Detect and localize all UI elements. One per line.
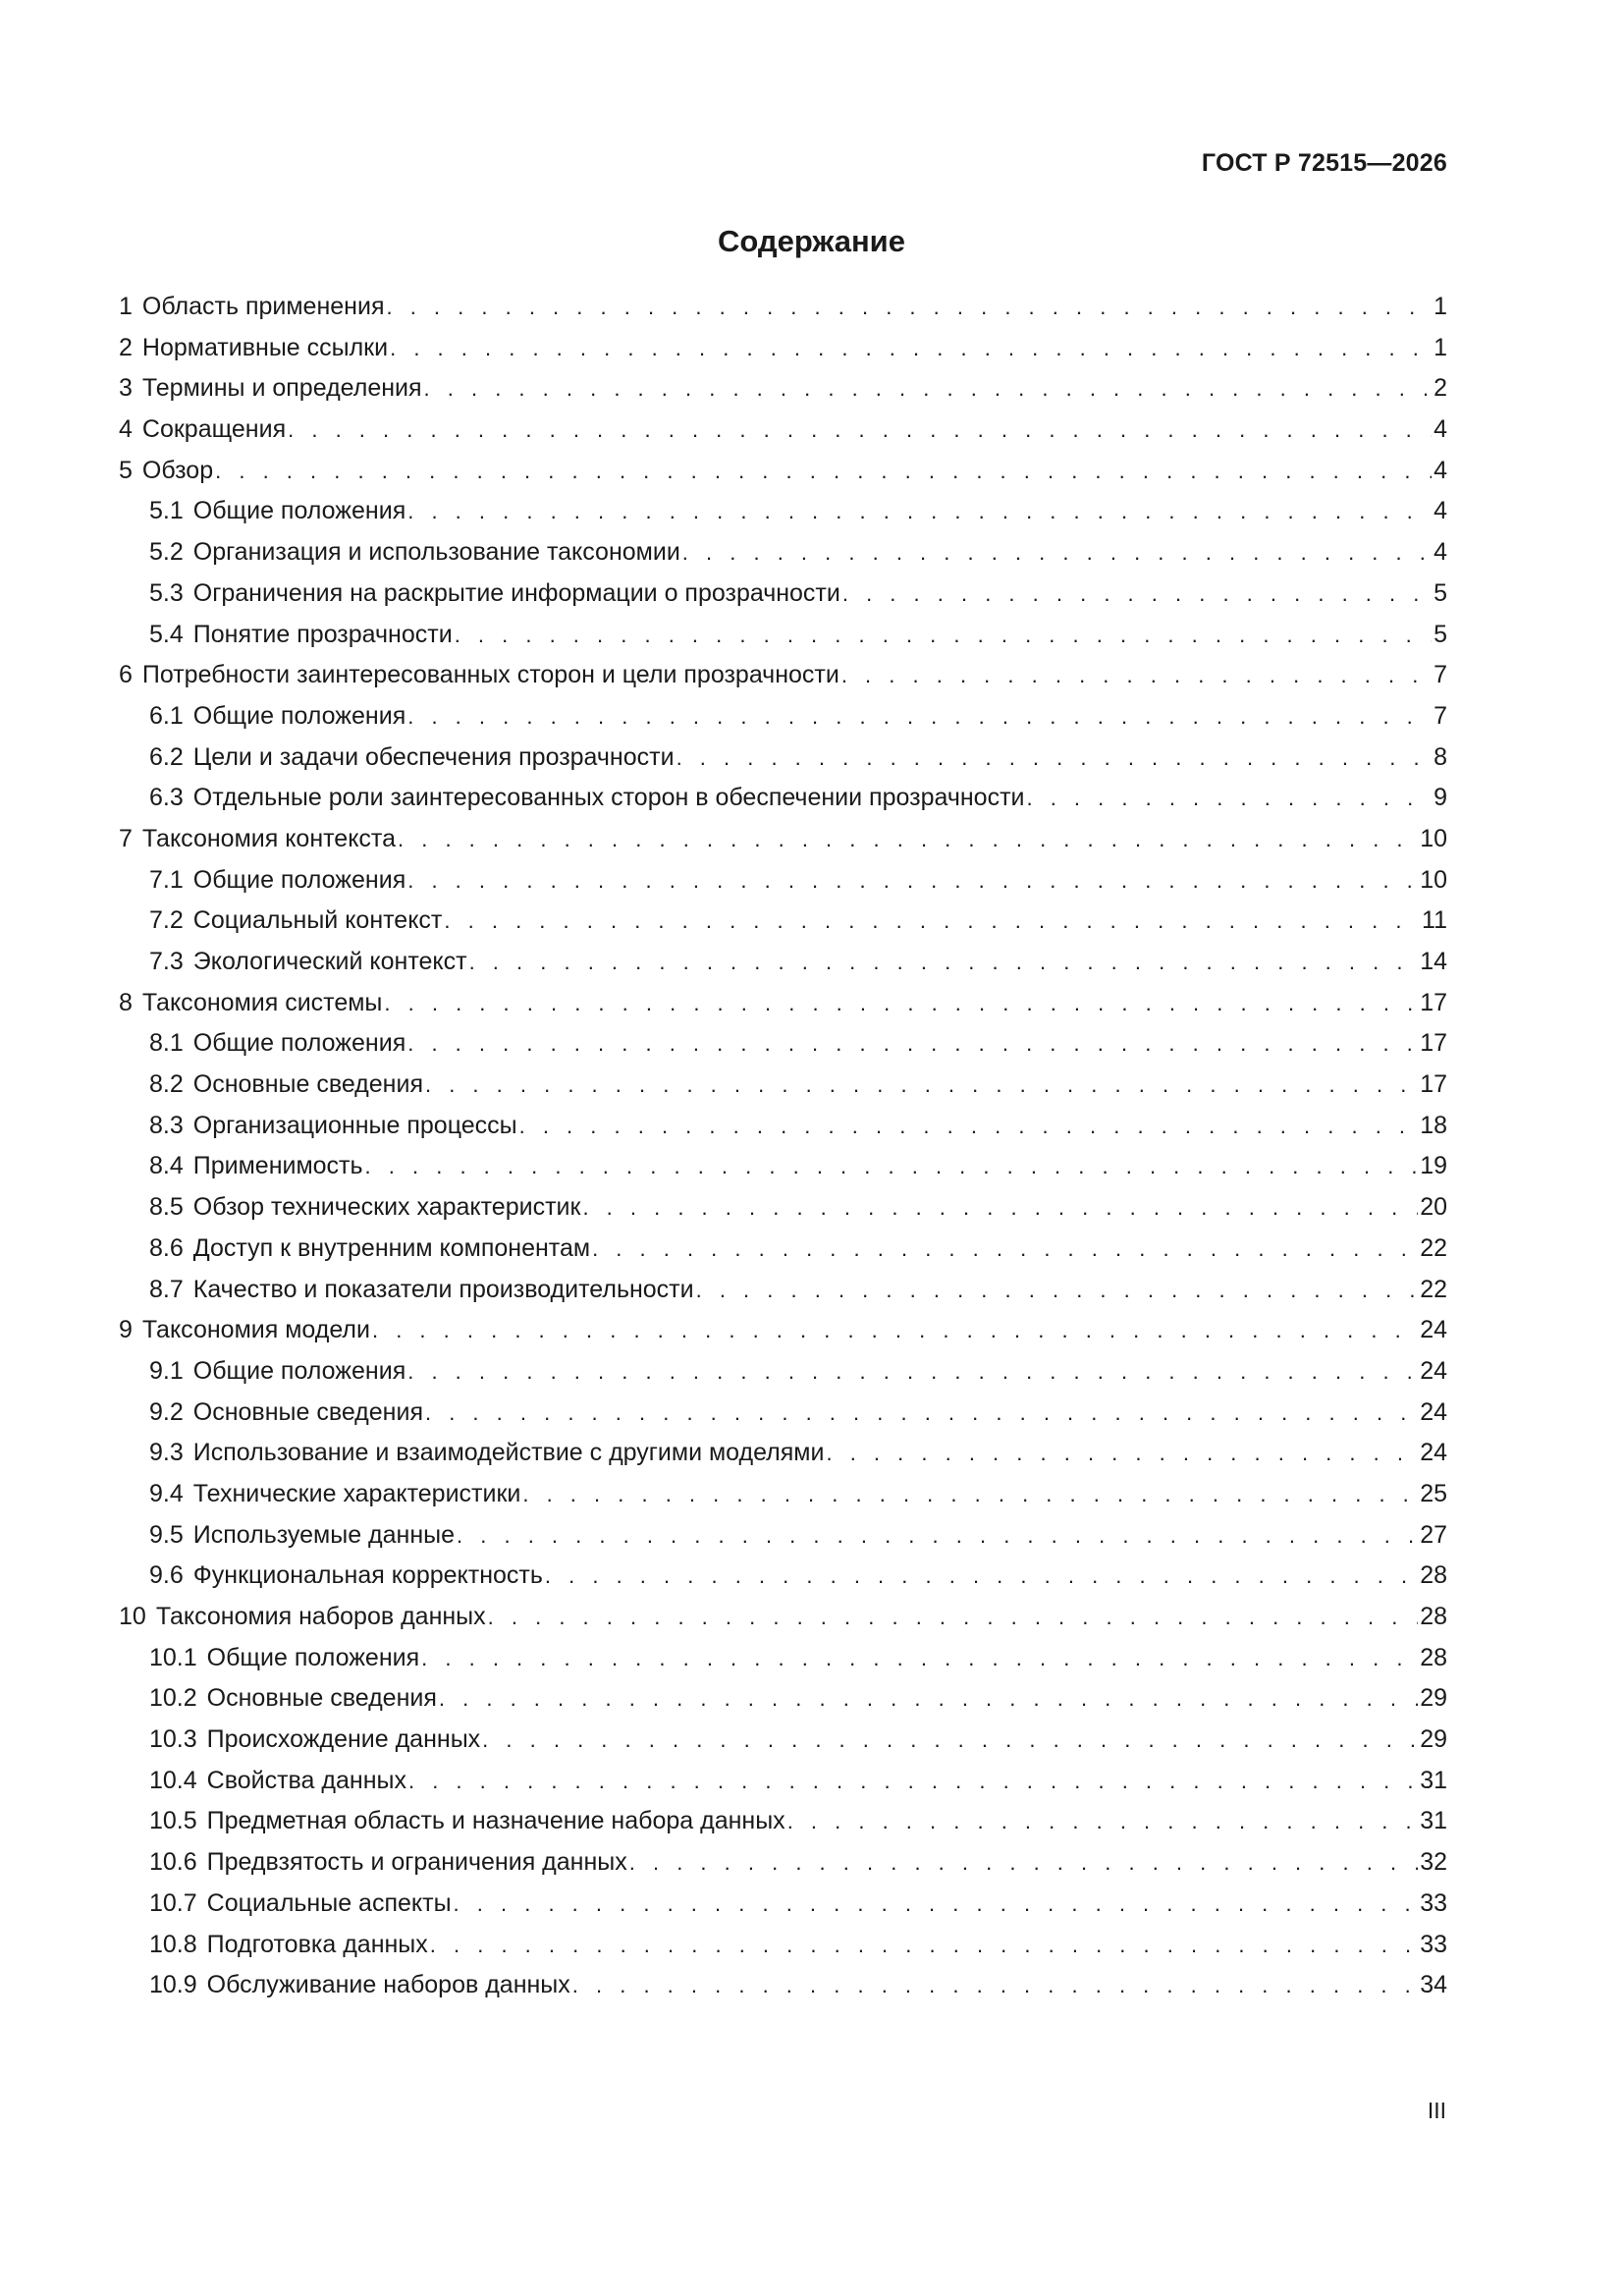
toc-dot-leader xyxy=(841,655,1432,696)
toc-entry-page: 5 xyxy=(1434,578,1447,607)
toc-dot-leader xyxy=(455,615,1432,656)
toc-entry-number: 10.3 xyxy=(149,1725,197,1754)
toc-entry-page: 31 xyxy=(1420,1766,1447,1794)
toc-entry-number: 9.4 xyxy=(149,1479,184,1507)
toc-entry-title: Обзор xyxy=(141,456,214,484)
toc-entry-number: 5.4 xyxy=(149,620,184,648)
toc-entry-page: 4 xyxy=(1434,538,1447,567)
toc-entry[interactable] xyxy=(119,1433,1447,1474)
toc-entry[interactable] xyxy=(119,451,1447,492)
toc-entry-title: Общие положения xyxy=(206,1643,420,1671)
toc-entry-number: 6.1 xyxy=(149,701,184,730)
toc-entry[interactable] xyxy=(119,1556,1447,1597)
toc-dot-leader xyxy=(407,696,1432,738)
toc-entry-page: 18 xyxy=(1420,1111,1447,1139)
toc-entry[interactable] xyxy=(119,1187,1447,1229)
toc-entry-title: Технические характеристики xyxy=(192,1479,521,1507)
toc-entry-title: Функциональная корректность xyxy=(192,1561,543,1590)
toc-entry-page: 1 xyxy=(1434,293,1447,320)
toc-entry[interactable] xyxy=(119,574,1447,615)
toc-entry-title: Основные сведения xyxy=(206,1684,437,1713)
toc-dot-leader xyxy=(682,532,1432,574)
toc-entry-page: 22 xyxy=(1420,1275,1447,1303)
toc-entry-number: 10.2 xyxy=(149,1684,197,1713)
toc-entry-page: 29 xyxy=(1420,1684,1447,1713)
toc-entry-title: Социальный контекст xyxy=(192,906,443,935)
toc-dot-leader xyxy=(545,1556,1418,1597)
toc-entry-number: 9.2 xyxy=(149,1397,184,1426)
toc-entry-title: Понятие прозрачности xyxy=(192,620,453,648)
toc-entry-title: Сокращения xyxy=(141,415,287,444)
toc-entry-page: 20 xyxy=(1420,1193,1447,1222)
toc-entry-title: Социальные аспекты xyxy=(206,1888,452,1917)
toc-entry-page: 8 xyxy=(1434,742,1447,771)
toc-entry-title: Нормативные ссылки xyxy=(141,333,389,361)
toc-entry[interactable] xyxy=(119,1761,1447,1802)
toc-entry-title: Таксономия модели xyxy=(141,1316,370,1344)
toc-entry-page: 7 xyxy=(1434,701,1447,730)
toc-dot-leader xyxy=(425,1393,1418,1434)
toc-entry-number: 9.1 xyxy=(149,1356,184,1385)
toc-entry-number: 10.4 xyxy=(149,1766,197,1794)
toc-entry-number: 6 xyxy=(119,661,133,689)
toc-entry-page: 17 xyxy=(1420,1070,1447,1099)
toc-entry-number: 5 xyxy=(119,456,133,484)
toc-dot-leader xyxy=(425,1065,1418,1106)
toc-entry-number: 8.6 xyxy=(149,1233,184,1262)
toc-entry-page: 29 xyxy=(1420,1725,1447,1754)
toc-dot-leader xyxy=(787,1801,1419,1842)
toc-entry-number: 10.5 xyxy=(149,1807,197,1835)
toc-entry-page: 17 xyxy=(1420,1029,1447,1058)
toc-dot-leader xyxy=(629,1842,1418,1884)
toc-entry-page: 33 xyxy=(1420,1930,1447,1958)
toc-entry-number: 4 xyxy=(119,415,133,444)
toc-entry-title: Таксономия системы xyxy=(141,988,383,1016)
toc-entry-page: 1 xyxy=(1434,333,1447,361)
toc-entry-page: 31 xyxy=(1420,1807,1447,1835)
toc-dot-leader xyxy=(676,738,1433,779)
toc-entry-page: 4 xyxy=(1434,497,1447,525)
toc-entry-number: 9.5 xyxy=(149,1520,184,1549)
toc-dot-leader xyxy=(384,983,1418,1024)
toc-entry-title: Применимость xyxy=(192,1152,363,1180)
toc-dot-leader xyxy=(407,1351,1418,1393)
toc-dot-leader xyxy=(424,368,1433,410)
toc-entry-number: 8.3 xyxy=(149,1111,184,1139)
toc-entry[interactable] xyxy=(119,1351,1447,1393)
toc-dot-leader xyxy=(444,901,1420,942)
toc-dot-leader xyxy=(826,1433,1418,1474)
toc-entry-title: Общие положения xyxy=(192,1029,406,1058)
toc-entry-page: 2 xyxy=(1434,374,1447,403)
toc-entry-page: 5 xyxy=(1434,620,1447,648)
toc-dot-leader xyxy=(407,860,1418,902)
toc-entry-page: 17 xyxy=(1420,988,1447,1016)
toc-dot-leader xyxy=(592,1229,1418,1270)
toc-entry-number: 8.2 xyxy=(149,1070,184,1099)
toc-entry[interactable] xyxy=(119,1884,1447,1925)
toc-entry-title: Общие положения xyxy=(192,865,406,894)
toc-entry[interactable] xyxy=(119,942,1447,983)
toc-entry[interactable] xyxy=(119,778,1447,819)
toc-entry[interactable] xyxy=(119,1106,1447,1147)
table-of-contents xyxy=(119,287,1447,2006)
toc-dot-leader xyxy=(439,1678,1418,1720)
toc-entry[interactable] xyxy=(119,1065,1447,1106)
toc-entry[interactable] xyxy=(119,1842,1447,1884)
toc-entry[interactable] xyxy=(119,983,1447,1024)
toc-entry-title: Организация и использование таксономии xyxy=(192,538,680,567)
toc-entry[interactable] xyxy=(119,819,1447,860)
toc-entry-title: Организационные процессы xyxy=(192,1111,517,1139)
toc-entry-number: 8.1 xyxy=(149,1029,184,1058)
toc-entry[interactable] xyxy=(119,328,1447,369)
toc-entry-page: 4 xyxy=(1434,456,1447,484)
toc-entry[interactable] xyxy=(119,287,1447,328)
toc-entry-number: 10.6 xyxy=(149,1848,197,1877)
toc-entry-page: 14 xyxy=(1420,948,1447,975)
toc-entry-title: Доступ к внутренним компонентам xyxy=(192,1233,591,1262)
toc-entry-page: 24 xyxy=(1420,1316,1447,1344)
toc-entry-page: 22 xyxy=(1420,1233,1447,1262)
toc-title: Содержание xyxy=(718,224,905,258)
toc-entry-title: Используемые данные xyxy=(192,1520,456,1549)
toc-entry-title: Таксономия контекста xyxy=(141,824,396,852)
toc-entry-title: Экологический контекст xyxy=(192,948,467,975)
toc-entry-page: 11 xyxy=(1422,906,1447,935)
toc-dot-leader xyxy=(457,1515,1418,1557)
document-code: ГОСТ Р 72515—2026 xyxy=(1201,149,1447,177)
toc-entry[interactable] xyxy=(119,491,1447,532)
toc-dot-leader xyxy=(519,1106,1419,1147)
toc-entry-title: Обслуживание наборов данных xyxy=(206,1971,570,1999)
toc-entry[interactable] xyxy=(119,1023,1447,1065)
toc-entry-title: Качество и показатели производительности xyxy=(192,1275,694,1303)
toc-entry[interactable] xyxy=(119,1801,1447,1842)
toc-entry-page: 7 xyxy=(1434,661,1447,689)
toc-dot-leader xyxy=(386,287,1432,328)
toc-entry-page: 24 xyxy=(1420,1439,1447,1467)
toc-entry-title: Свойства данных xyxy=(206,1766,406,1794)
toc-entry-title: Использование и взаимодействие с другими моделями xyxy=(192,1439,825,1467)
toc-entry-page: 32 xyxy=(1420,1848,1447,1877)
toc-entry-title: Основные сведения xyxy=(192,1397,423,1426)
toc-entry-page: 9 xyxy=(1434,784,1447,812)
toc-entry-page: 28 xyxy=(1420,1603,1447,1630)
toc-dot-leader xyxy=(454,1884,1419,1925)
toc-entry-page: 24 xyxy=(1420,1356,1447,1385)
toc-dot-leader xyxy=(407,1023,1418,1065)
toc-entry-page: 10 xyxy=(1420,865,1447,894)
toc-entry-number: 10.8 xyxy=(149,1930,197,1958)
toc-entry-title: Происхождение данных xyxy=(206,1725,481,1754)
toc-entry-page: 10 xyxy=(1420,824,1447,852)
toc-entry[interactable] xyxy=(119,1925,1447,1966)
toc-entry-page: 24 xyxy=(1420,1397,1447,1426)
toc-entry[interactable] xyxy=(119,1638,1447,1679)
toc-entry[interactable] xyxy=(119,1515,1447,1557)
toc-entry-page: 19 xyxy=(1420,1152,1447,1180)
toc-entry[interactable] xyxy=(119,1720,1447,1761)
toc-entry-title: Цели и задачи обеспечения прозрачности xyxy=(192,742,675,771)
page-number: III xyxy=(1427,2098,1446,2123)
toc-entry-title: Отдельные роли заинтересованных сторон в обеспечении прозрачности xyxy=(192,784,1025,812)
toc-entry-title: Ограничения на раскрытие информации о прозрачности xyxy=(192,578,840,607)
toc-entry-number: 7 xyxy=(119,824,133,852)
toc-entry-title: Предвзятость и ограничения данных xyxy=(206,1848,627,1877)
toc-dot-leader xyxy=(365,1146,1419,1187)
toc-entry-page: 25 xyxy=(1420,1479,1447,1507)
toc-entry-number: 8.7 xyxy=(149,1275,184,1303)
toc-entry[interactable] xyxy=(119,1146,1447,1187)
toc-entry-title: Термины и определения xyxy=(141,374,422,403)
toc-dot-leader xyxy=(842,574,1432,615)
toc-entry-page: 4 xyxy=(1434,415,1447,444)
toc-entry[interactable] xyxy=(119,615,1447,656)
toc-dot-leader xyxy=(215,451,1432,492)
toc-entry-page: 34 xyxy=(1420,1971,1447,1999)
toc-entry-title: Общие положения xyxy=(192,497,406,525)
toc-entry-title: Потребности заинтересованных сторон и цели прозрачности xyxy=(141,661,839,689)
toc-entry-title: Область применения xyxy=(141,293,385,320)
toc-entry-number: 9.3 xyxy=(149,1439,184,1467)
toc-entry-number: 3 xyxy=(119,374,133,403)
toc-entry[interactable] xyxy=(119,1229,1447,1270)
toc-dot-leader xyxy=(696,1270,1419,1311)
toc-entry-number: 1 xyxy=(119,293,133,320)
toc-dot-leader xyxy=(572,1965,1418,2006)
toc-entry-number: 2 xyxy=(119,333,133,361)
toc-dot-leader xyxy=(582,1187,1418,1229)
toc-entry-number: 8.5 xyxy=(149,1193,184,1222)
toc-entry-number: 5.2 xyxy=(149,538,184,567)
toc-entry-title: Основные сведения xyxy=(192,1070,423,1099)
toc-dot-leader xyxy=(430,1925,1418,1966)
toc-entry-number: 5.1 xyxy=(149,497,184,525)
toc-entry-page: 28 xyxy=(1420,1643,1447,1671)
toc-entry-number: 8 xyxy=(119,988,133,1016)
toc-entry-title: Обзор технических характеристик xyxy=(192,1193,581,1222)
toc-entry[interactable] xyxy=(119,1597,1447,1638)
toc-dot-leader xyxy=(390,328,1432,369)
toc-entry[interactable] xyxy=(119,1393,1447,1434)
toc-entry-number: 10.9 xyxy=(149,1971,197,1999)
toc-dot-leader xyxy=(469,942,1419,983)
toc-entry-page: 28 xyxy=(1420,1561,1447,1590)
toc-entry[interactable] xyxy=(119,655,1447,696)
toc-entry-number: 7.1 xyxy=(149,865,184,894)
toc-entry-title: Таксономия наборов данных xyxy=(155,1603,486,1630)
toc-entry-number: 10.7 xyxy=(149,1888,197,1917)
toc-entry[interactable] xyxy=(119,696,1447,738)
toc-entry[interactable] xyxy=(119,1270,1447,1311)
toc-entry-number: 7.2 xyxy=(149,906,184,935)
toc-entry[interactable] xyxy=(119,1474,1447,1515)
toc-dot-leader xyxy=(1026,778,1432,819)
toc-dot-leader xyxy=(421,1638,1418,1679)
toc-entry-number: 10 xyxy=(119,1603,146,1630)
toc-dot-leader xyxy=(398,819,1418,860)
toc-entry[interactable] xyxy=(119,1310,1447,1351)
toc-entry-number: 5.3 xyxy=(149,578,184,607)
toc-dot-leader xyxy=(407,491,1432,532)
toc-dot-leader xyxy=(488,1597,1419,1638)
toc-entry[interactable] xyxy=(119,738,1447,779)
toc-entry-title: Подготовка данных xyxy=(206,1930,428,1958)
toc-entry-title: Предметная область и назначение набора данных xyxy=(206,1807,785,1835)
toc-entry-number: 6.2 xyxy=(149,742,184,771)
toc-dot-leader xyxy=(482,1720,1418,1761)
toc-entry[interactable] xyxy=(119,901,1447,942)
toc-entry-page: 33 xyxy=(1420,1888,1447,1917)
toc-dot-leader xyxy=(522,1474,1418,1515)
toc-entry-title: Общие положения xyxy=(192,1356,406,1385)
toc-entry-title: Общие положения xyxy=(192,701,406,730)
toc-entry-number: 6.3 xyxy=(149,784,184,812)
toc-entry-number: 8.4 xyxy=(149,1152,184,1180)
toc-entry[interactable] xyxy=(119,410,1447,451)
toc-entry[interactable] xyxy=(119,1965,1447,2006)
toc-dot-leader xyxy=(408,1761,1418,1802)
toc-entry[interactable] xyxy=(119,1678,1447,1720)
toc-dot-leader xyxy=(288,410,1432,451)
toc-entry-number: 7.3 xyxy=(149,948,184,975)
toc-entry[interactable] xyxy=(119,860,1447,902)
toc-entry-number: 9.6 xyxy=(149,1561,184,1590)
toc-entry-number: 10.1 xyxy=(149,1643,197,1671)
toc-entry[interactable] xyxy=(119,368,1447,410)
toc-dot-leader xyxy=(372,1310,1418,1351)
toc-entry-page: 27 xyxy=(1420,1520,1447,1549)
toc-entry-number: 9 xyxy=(119,1316,133,1344)
toc-entry[interactable] xyxy=(119,532,1447,574)
